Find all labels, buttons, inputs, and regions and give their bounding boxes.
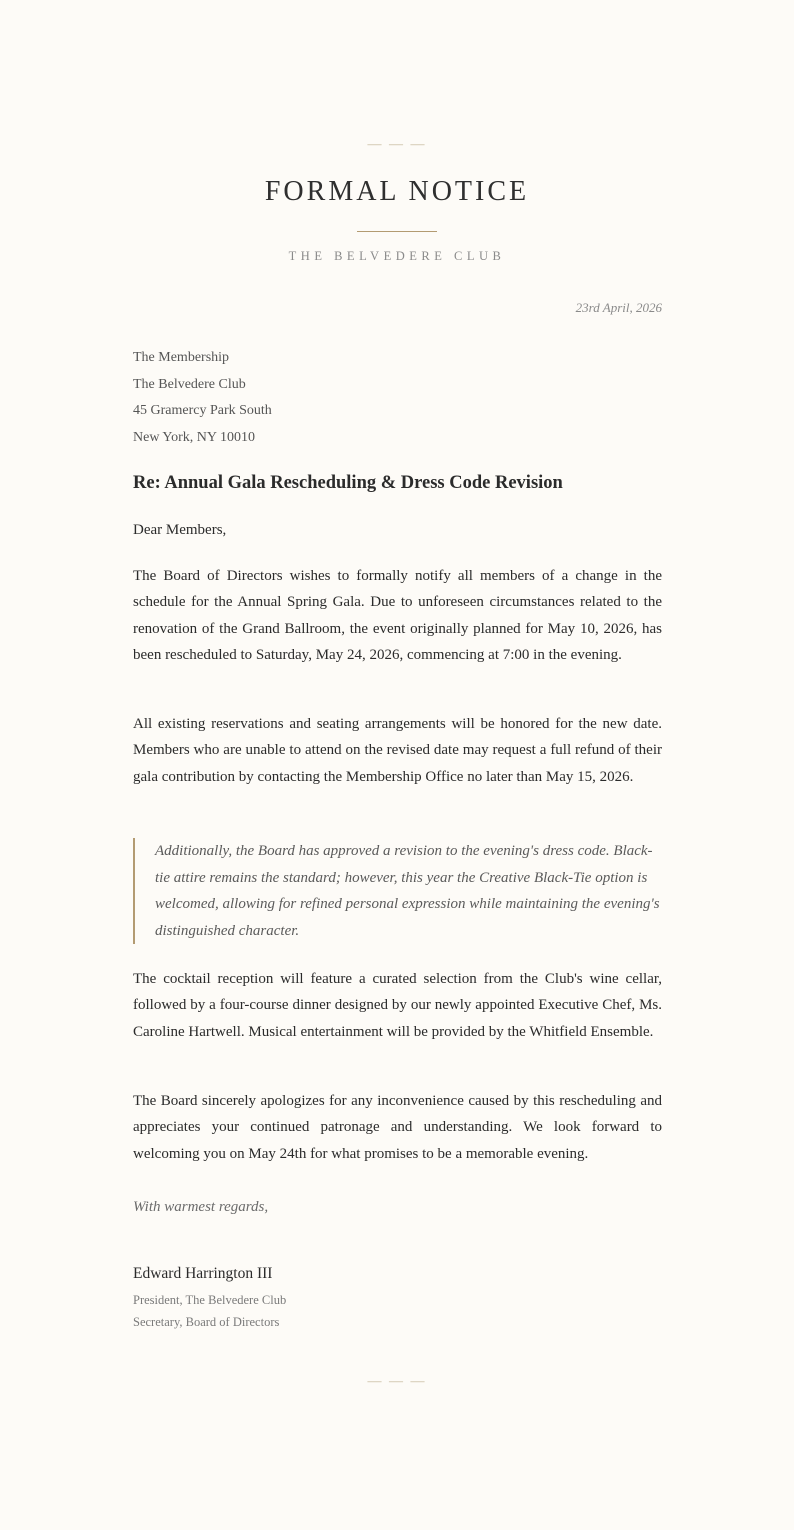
recipient-address bbox=[133, 345, 272, 451]
body-paragraph-4: The Board sincerely apologizes for any inconvenience caused by this rescheduling and appreciates your continued patronage and understanding. We look forward to welcoming you on May 24th for what promises to be a memorable evening. bbox=[133, 1093, 662, 1162]
closing-phrase: With warmest regards, bbox=[133, 1199, 269, 1215]
address-line: New York, NY 10010 bbox=[133, 429, 255, 445]
address-line: 45 Gramercy Park South bbox=[133, 403, 272, 418]
dress-code-callout: Additionally, the Board has approved a revision to the evening's dress code. Black-tie attire remains the standard; however, this year the Creative Black-Tie option is welcomed, allowing for refined personal expression while maintaining the evening's distinguished character. bbox=[133, 838, 663, 944]
subject-line: Re: Annual Gala Rescheduling & Dress Code Revision bbox=[133, 473, 563, 493]
signatory-title: Secretary, Board of Directors bbox=[133, 1315, 280, 1329]
notice-title: FORMAL NOTICE bbox=[264, 176, 530, 207]
signatory-title: President, The Belvedere Club bbox=[133, 1293, 287, 1307]
address-line: The Belvedere Club bbox=[133, 376, 246, 392]
body-paragraph-3: The cocktail reception will feature a curated selection from the Club's wine cellar, followed by a four-course dinner designed by our newly appointed Executive Chef, Ms. Caroline Hartwell. Musical entertainment will be provided by the Whitfield Ensemble. bbox=[133, 971, 662, 1040]
letter-date: 23rd April, 2026 bbox=[575, 300, 662, 315]
bottom-ornament: — — — bbox=[367, 1374, 427, 1389]
signatory-name: Edward Harrington III bbox=[133, 1265, 273, 1282]
title-divider bbox=[357, 231, 437, 232]
address-line: The Membership bbox=[133, 350, 230, 365]
salutation: Dear Members, bbox=[133, 522, 227, 538]
organization-name: THE BELVEDERE CLUB bbox=[288, 249, 506, 263]
top-ornament: — — — bbox=[367, 137, 427, 152]
body-paragraph-2: All existing reservations and seating arrangements will be honored for the new date. Members who are unable to attend on the revised date may request a full refund of their gala contribution by contacting the Membership Office no later than May 15, 2026. bbox=[133, 716, 662, 785]
body-paragraph-1: The Board of Directors wishes to formally notify all members of a change in the schedule for the Annual Spring Gala. Due to unforeseen circumstances related to the renovation of the Grand Ballroom, the event originally planned for May 10, 2026, has been rescheduled to Saturday, May 24, 2026, commencing at 7:00 in the evening. bbox=[133, 568, 662, 663]
